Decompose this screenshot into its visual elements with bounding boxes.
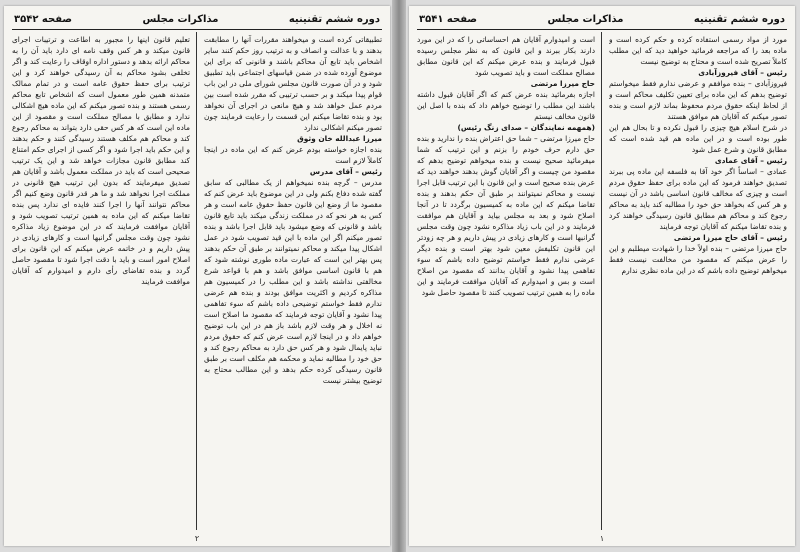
paragraph: تطبیقاتی کرده است و میخواهند مقررات آنها را مطابقت بدهند و با عدالت و انصاف و به ترتیب روز حکم کنند سایر اشخاص باید تابع آن محاکم باشند و قانونی که برای این موضوع آورده شده در ضمن قیاسهای اجتماعی باید تطبیق شود و در آن صورت قانون مجلس شورای ملی در این باب قوام پیدا میکند و بر حسب ترتیبی که مقرر شده است بین مردم عمل خواهد شد و هیچ مانعی در اجرای آن نخواهد بود و بنده تقاضا میکنم این قسمت را رعایت فرمایند چون تصور میکنم اشکالی ندارد <box>204 35 382 132</box>
left-page-volume: دوره ششم تقنینیه <box>288 13 380 25</box>
book-gutter <box>392 0 406 552</box>
right-page-column-divider <box>601 32 602 530</box>
speaker-line: حاج میرزا مرتضی <box>530 79 595 88</box>
speaker-line: رئیس – آقای عمادی <box>714 156 787 165</box>
right-page-right-column <box>609 34 787 526</box>
left-page-header <box>14 10 380 28</box>
right-page-title: مذاکرات مجلس <box>547 13 624 25</box>
right-page-number: صفحه ۳۵۴۱ <box>419 13 478 25</box>
left-page-column-divider <box>196 32 197 530</box>
speaker-line: رئیس – آقای فیروزآبادی <box>698 68 787 77</box>
left-page <box>4 6 390 546</box>
right-page-header-rule <box>417 29 787 30</box>
left-page-header-rule <box>12 29 382 30</box>
speaker-line: (همهمه نمایندگان – صدای زنگ رئیس) <box>457 123 595 132</box>
paragraph: است و امیدوارم آقایان هم احساساتی را که در این مورد دارند بکار ببرند و این قانون که به نظر مجلس رسیده قبول فرمایند و بنده عرض میکنم که این قانون مطابق مصالح مملکت است و باید تصویب شود <box>417 35 595 77</box>
left-page-right-column <box>204 34 382 526</box>
paragraph: تعلیم قانون اینها را مجبور به اطاعت و ترتیبات اجرای قانون میکند و هر کس وقف نامه ای دارد باید آن را به محاکم ارائه بدهد و دستور اداره اوقاف را رعایت کند و اگر تخلفی بشود محاکم به آن رسیدگی خواهند کرد و این ترتیب برای حفظ حقوق عامه است و در تمام ممالک متمدنه همین طور معمول است که اشخاص تابع محاکم رسمی هستند و بنده تصور میکنم که این ماده هیچ اشکالی ندارد و مطابق با مصالح مملکت است و مقصود از این ماده این است که هر کس حقی دارد بتواند به محاکم رجوع کند و محاکم هم مکلف هستند رسیدگی کنند و حکم بدهند و این حکم باید اجرا شود و اگر کسی از اجرای حکم امتناع کند مطابق قانون مجازات خواهد شد و این یک ترتیب صحیحی است که باید در مملکت معمول باشد و آقایان هم تصدیق میفرمایند که بدون این ترتیب هیچ قانونی در مملکت اجرا نخواهد شد و ما هر قدر قانون وضع کنیم اگر محاکم نتوانند آنها را اجرا کنند فایده ای ندارد پس بنده تقاضا میکنم که این ماده به همین ترتیب تصویب شود و آقایان موافقت فرمایند که در این موضوع زیاد مذاکره نشود چون وقت مجلس گرانبها است و کارهای زیادی در پیش داریم و در خاتمه عرض میکنم که این قانون برای اصلاح امور است و باید با دقت اجرا شود تا مقصود حاصل گردد و بنده تقاضای رأی دارم و امیدوارم که آقایان موافقت فرمایند <box>12 35 190 286</box>
paragraph: اجازه بفرمائید بنده عرض کنم که اگر آقایان قبول داشته باشند این مطلب را توضیح خواهم داد که بنده با اصل این قانون مخالف نیستم <box>417 90 595 121</box>
right-page-folio: ۱ <box>599 534 605 543</box>
paragraph: در شرح اسلام هیچ چیزی را قبول نکرده و تا بحال هم این طور بوده است و در این ماده هم قید شده است که مطابق قانون و شرع عمل شود <box>609 123 787 154</box>
right-page-left-column <box>417 34 595 526</box>
paragraph: حاج میرزا مرتضی – بنده اولاً خدا را شهادت میطلبم و این را عرض میکنم که مقصود من مخالفت نیست فقط میخواهم توضیح داده باشم که در این ماده نظری ندارم <box>609 244 787 275</box>
left-page-folio: ۲ <box>194 534 200 543</box>
speaker-line: رئیس – آقای مدرس <box>309 167 382 176</box>
left-page-left-column <box>12 34 190 526</box>
left-page-number: صفحه ۳۵۴۲ <box>14 13 73 25</box>
paragraph: بنده اجازه خواسته بودم عرض کنم که این ماده در اینجا کاملاً لازم است <box>204 145 382 165</box>
right-page <box>409 6 795 546</box>
paragraph: عمادی – اساساً اگر خود آقا به فلسفه این ماده پی ببرند تصدیق خواهند فرمود که این ماده برای حفظ حقوق مردم است و چیزی که مخالف قانون اساسی باشد در آن نیست و هر کس که بخواهد حق خود را مطالبه کند باید به محاکم رجوع کند و محاکم هم مطابق قانون رسیدگی خواهند کرد و بنده تقاضا میکنم که آقایان توجه فرمایند <box>609 167 787 231</box>
speaker-line: میرزا عبدالله خان وثوق <box>297 134 382 143</box>
left-page-title: مذاکرات مجلس <box>142 13 219 25</box>
paragraph: حاج میرزا مرتضی – شما حق اعتراض بنده را ندارید و بنده حق دارم حرف خودم را بزنم و این ترتیب که شما میفرمائید صحیح نیست و بنده میخواهم توضیح بدهم که مقصود من چیست و اگر آقایان گوش بدهند خواهند دید که عرض بنده صحیح است و این قانون با این ترتیب قابل اجرا نیست و محاکم نمیتوانند بر طبق آن حکم بدهند و بنده تقاضا میکنم که این ماده به کمیسیون برگردد تا در آنجا اصلاح شود و بعد به مجلس بیاید و آقایان هم موافقت فرمایند و در این باب زیاد مذاکره نشود چون وقت مجلس گرانبها است و کارهای زیادی در پیش داریم و هر چه زودتر این قانون تکلیفش معین شود بهتر است و بنده دیگر عرضی ندارم فقط خواستم توضیح داده باشم که سوء تفاهمی پیدا نشود و آقایان بدانند که مقصود من اصلاح است و بس و امیدوارم که آقایان موافقت فرمایند و این ماده را به همین ترتیب تصویب کنند تا مقصود حاصل شود <box>417 134 595 297</box>
paragraph: مدرس – گرچه بنده نمیخواهم از یک مطالبی که سابق گفته شده دفاع بکنم ولی در این موضوع باید عرض کنم که مقصود ما از وضع این قانون حفظ حقوق عامه است و هر کس به هر نحو که در مملکت زندگی میکند باید تابع قانون باشد و قانونی که وضع میشود باید قابل اجرا باشد و بنده تصور میکنم اگر این ماده با این قید تصویب شود در عمل اشکال پیدا میکند و محاکم نمیتوانند بر طبق آن حکم بدهند پس بهتر این است که عبارت ماده طوری نوشته شود که هم با قانون اساسی موافق باشد و هم با قواعد شرع مخالفتی نداشته باشد و این مطلب را در کمیسیون هم مذاکره کردیم و اکثریت موافق بودند و بنده هم عرضی ندارم فقط خواستم توضیحی داده باشم که سوء تفاهمی پیدا نشود و آقایان توجه فرمایند که مقصود ما اصلاح است نه اخلال و هر وقت لازم باشد باز هم در این باب توضیح خواهم داد و در اینجا لازم است عرض کنم که حقوق مردم نباید پایمال شود و هر کس حق دارد به محاکم رجوع کند و حق خود را مطالبه نماید و محکمه هم مکلف است بر طبق قانون رسیدگی کرده حکم بدهد و این مطالب محتاج به توضیح بیشتر نیست <box>204 178 382 385</box>
paragraph: مورد از مواد رسمی استفاده کرده و حکم کرده است و ماده بعد را که مراجعه فرمائید خواهید دید که این مطلب کاملاً تصریح شده است و محتاج به توضیح نیست <box>609 35 787 66</box>
right-page-volume: دوره ششم تقنینیه <box>693 13 785 25</box>
speaker-line: رئیس – آقای حاج میرزا مرتضی <box>673 233 787 242</box>
paragraph: فیروزآبادی – بنده موافقم و عرضی ندارم فقط میخواستم توضیح بدهم که این ماده برای تعیین تکلیف محاکم است و از لحاظ اینکه حقوق مردم محفوظ بماند لازم است و بنده تصور میکنم که آقایان هم موافق هستند <box>609 79 787 121</box>
right-page-header <box>419 10 785 28</box>
